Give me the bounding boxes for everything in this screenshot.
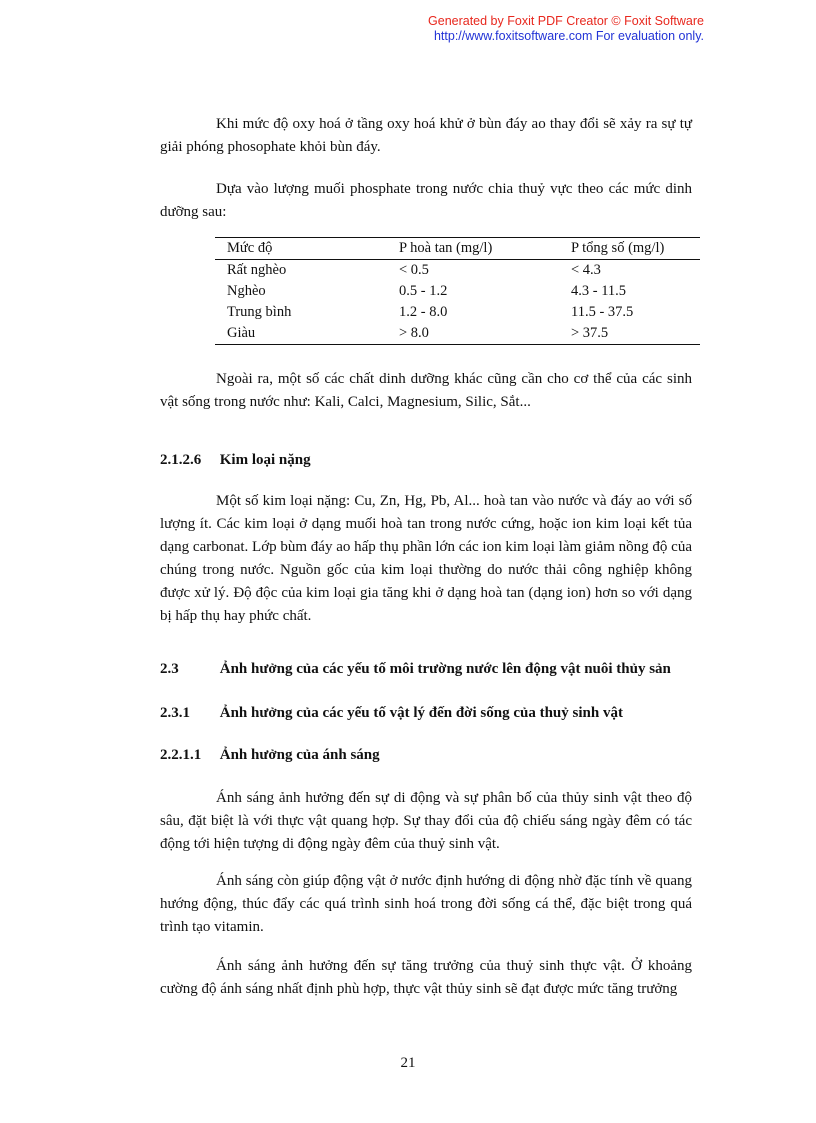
- table-row: [215, 302, 700, 323]
- watermark-line-1: Generated by Foxit PDF Creator © Foxit Software: [428, 14, 704, 28]
- table-cell: < 0.5: [399, 262, 429, 278]
- paragraph-light-orientation: Ánh sáng còn giúp động vật ở nước định hướng di động nhờ đặc tính về quang hướng động, thúc đẩy các quá trình sinh hoá trong đời sống cá thể, đặc biệt trong quá trình tạo vitamin.: [160, 873, 692, 935]
- table-cell: Nghèo: [227, 283, 266, 299]
- table-cell: 1.2 - 8.0: [399, 304, 448, 320]
- table-header-level: Mức độ: [227, 240, 273, 256]
- heading-number: 2.3: [160, 661, 179, 677]
- paragraph-light-growth: Ánh sáng ảnh hưởng đến sự tăng trưởng của thuỷ sinh thực vật. Ở khoảng cường độ ánh sáng nhất định phù hợp, thực vật thủy sinh sẽ đạt được mức tăng trưởng: [160, 958, 692, 997]
- table-cell: > 37.5: [571, 325, 609, 341]
- heading-2-1-2-6: [160, 452, 311, 469]
- heading-2-3: [160, 661, 671, 678]
- table-cell: < 4.3: [571, 262, 601, 278]
- table-row: [215, 323, 700, 345]
- table-cell: Trung bình: [227, 304, 292, 320]
- heading-2-3-1: [160, 705, 623, 722]
- table-cell: Giàu: [227, 325, 256, 341]
- table-header-total-p: P tổng số (mg/l): [571, 240, 665, 256]
- table-header-row: [215, 238, 700, 260]
- paragraph-phosphate-release: Khi mức độ oxy hoá ở tầng oxy hoá khử ở bùn đáy ao thay đổi sẽ xảy ra sự tự giải phóng phosophate khỏi bùn đáy.: [160, 116, 692, 155]
- table-row: [215, 260, 700, 282]
- page-number: 21: [400, 1055, 416, 1071]
- paragraph-other-nutrients: Ngoài ra, một số các chất dinh dưỡng khác cũng cần cho cơ thể của các sinh vật sống trong nước như: Kali, Calci, Magnesium, Silic, Sắt...: [160, 371, 692, 410]
- heading-number: 2.2.1.1: [160, 747, 202, 763]
- heading-title: Kim loại nặng: [219, 452, 311, 468]
- table-cell: Rất nghèo: [227, 262, 287, 278]
- table-row: [215, 281, 700, 302]
- table-cell: 4.3 - 11.5: [571, 283, 627, 299]
- paragraph-nutrient-levels-intro: Dựa vào lượng muối phosphate trong nước chia thuỷ vực theo các mức dinh dưỡng sau:: [160, 181, 692, 220]
- foxit-watermark: [428, 14, 704, 44]
- heading-number: 2.1.2.6: [160, 452, 202, 468]
- heading-title: Ảnh hưởng của các yếu tố vật lý đến đời sống của thuỷ sinh vật: [219, 705, 623, 721]
- table-cell: 0.5 - 1.2: [399, 283, 448, 299]
- phosphate-level-table: [215, 237, 700, 345]
- heading-title: Ảnh hưởng của các yếu tố môi trường nước lên động vật nuôi thủy sản: [219, 661, 671, 677]
- heading-2-2-1-1: [160, 747, 380, 764]
- paragraph-light-distribution: Ánh sáng ảnh hưởng đến sự di động và sự phân bố của thủy sinh vật theo độ sâu, đặt biệt là với thực vật quang hợp. Sự thay đổi của độ chiếu sáng ngày đêm có tác động tới hiện tượng di động ngày đêm của thuỷ sinh vật.: [160, 790, 692, 852]
- heading-number: 2.3.1: [160, 705, 190, 721]
- table-cell: > 8.0: [399, 325, 429, 341]
- heading-title: Ảnh hưởng của ánh sáng: [219, 747, 380, 763]
- watermark-line-2: http://www.foxitsoftware.com For evaluation only.: [433, 29, 704, 43]
- paragraph-heavy-metals: Một số kim loại nặng: Cu, Zn, Hg, Pb, Al... hoà tan vào nước và đáy ao với số lượng ít. Các kim loại ở dạng muối hoà tan trong nước cứng, hoặc ion kim loại kết tủa dạng carbonat. Lớp bùm đáy ao hấp thụ phần lớn các ion kim loại làm giảm nồng độ của chúng trong nước. Nguồn gốc của kim loại thường do nước thải công nghiệp không được xử lý. Độ độc của kim loại gia tăng khi ở dạng hoà tan (dạng ion) hơn so với dạng bị hấp thụ hay phức chất.: [160, 493, 692, 624]
- table-cell: 11.5 - 37.5: [571, 304, 634, 320]
- table-header-dissolved-p: P hoà tan (mg/l): [399, 240, 493, 256]
